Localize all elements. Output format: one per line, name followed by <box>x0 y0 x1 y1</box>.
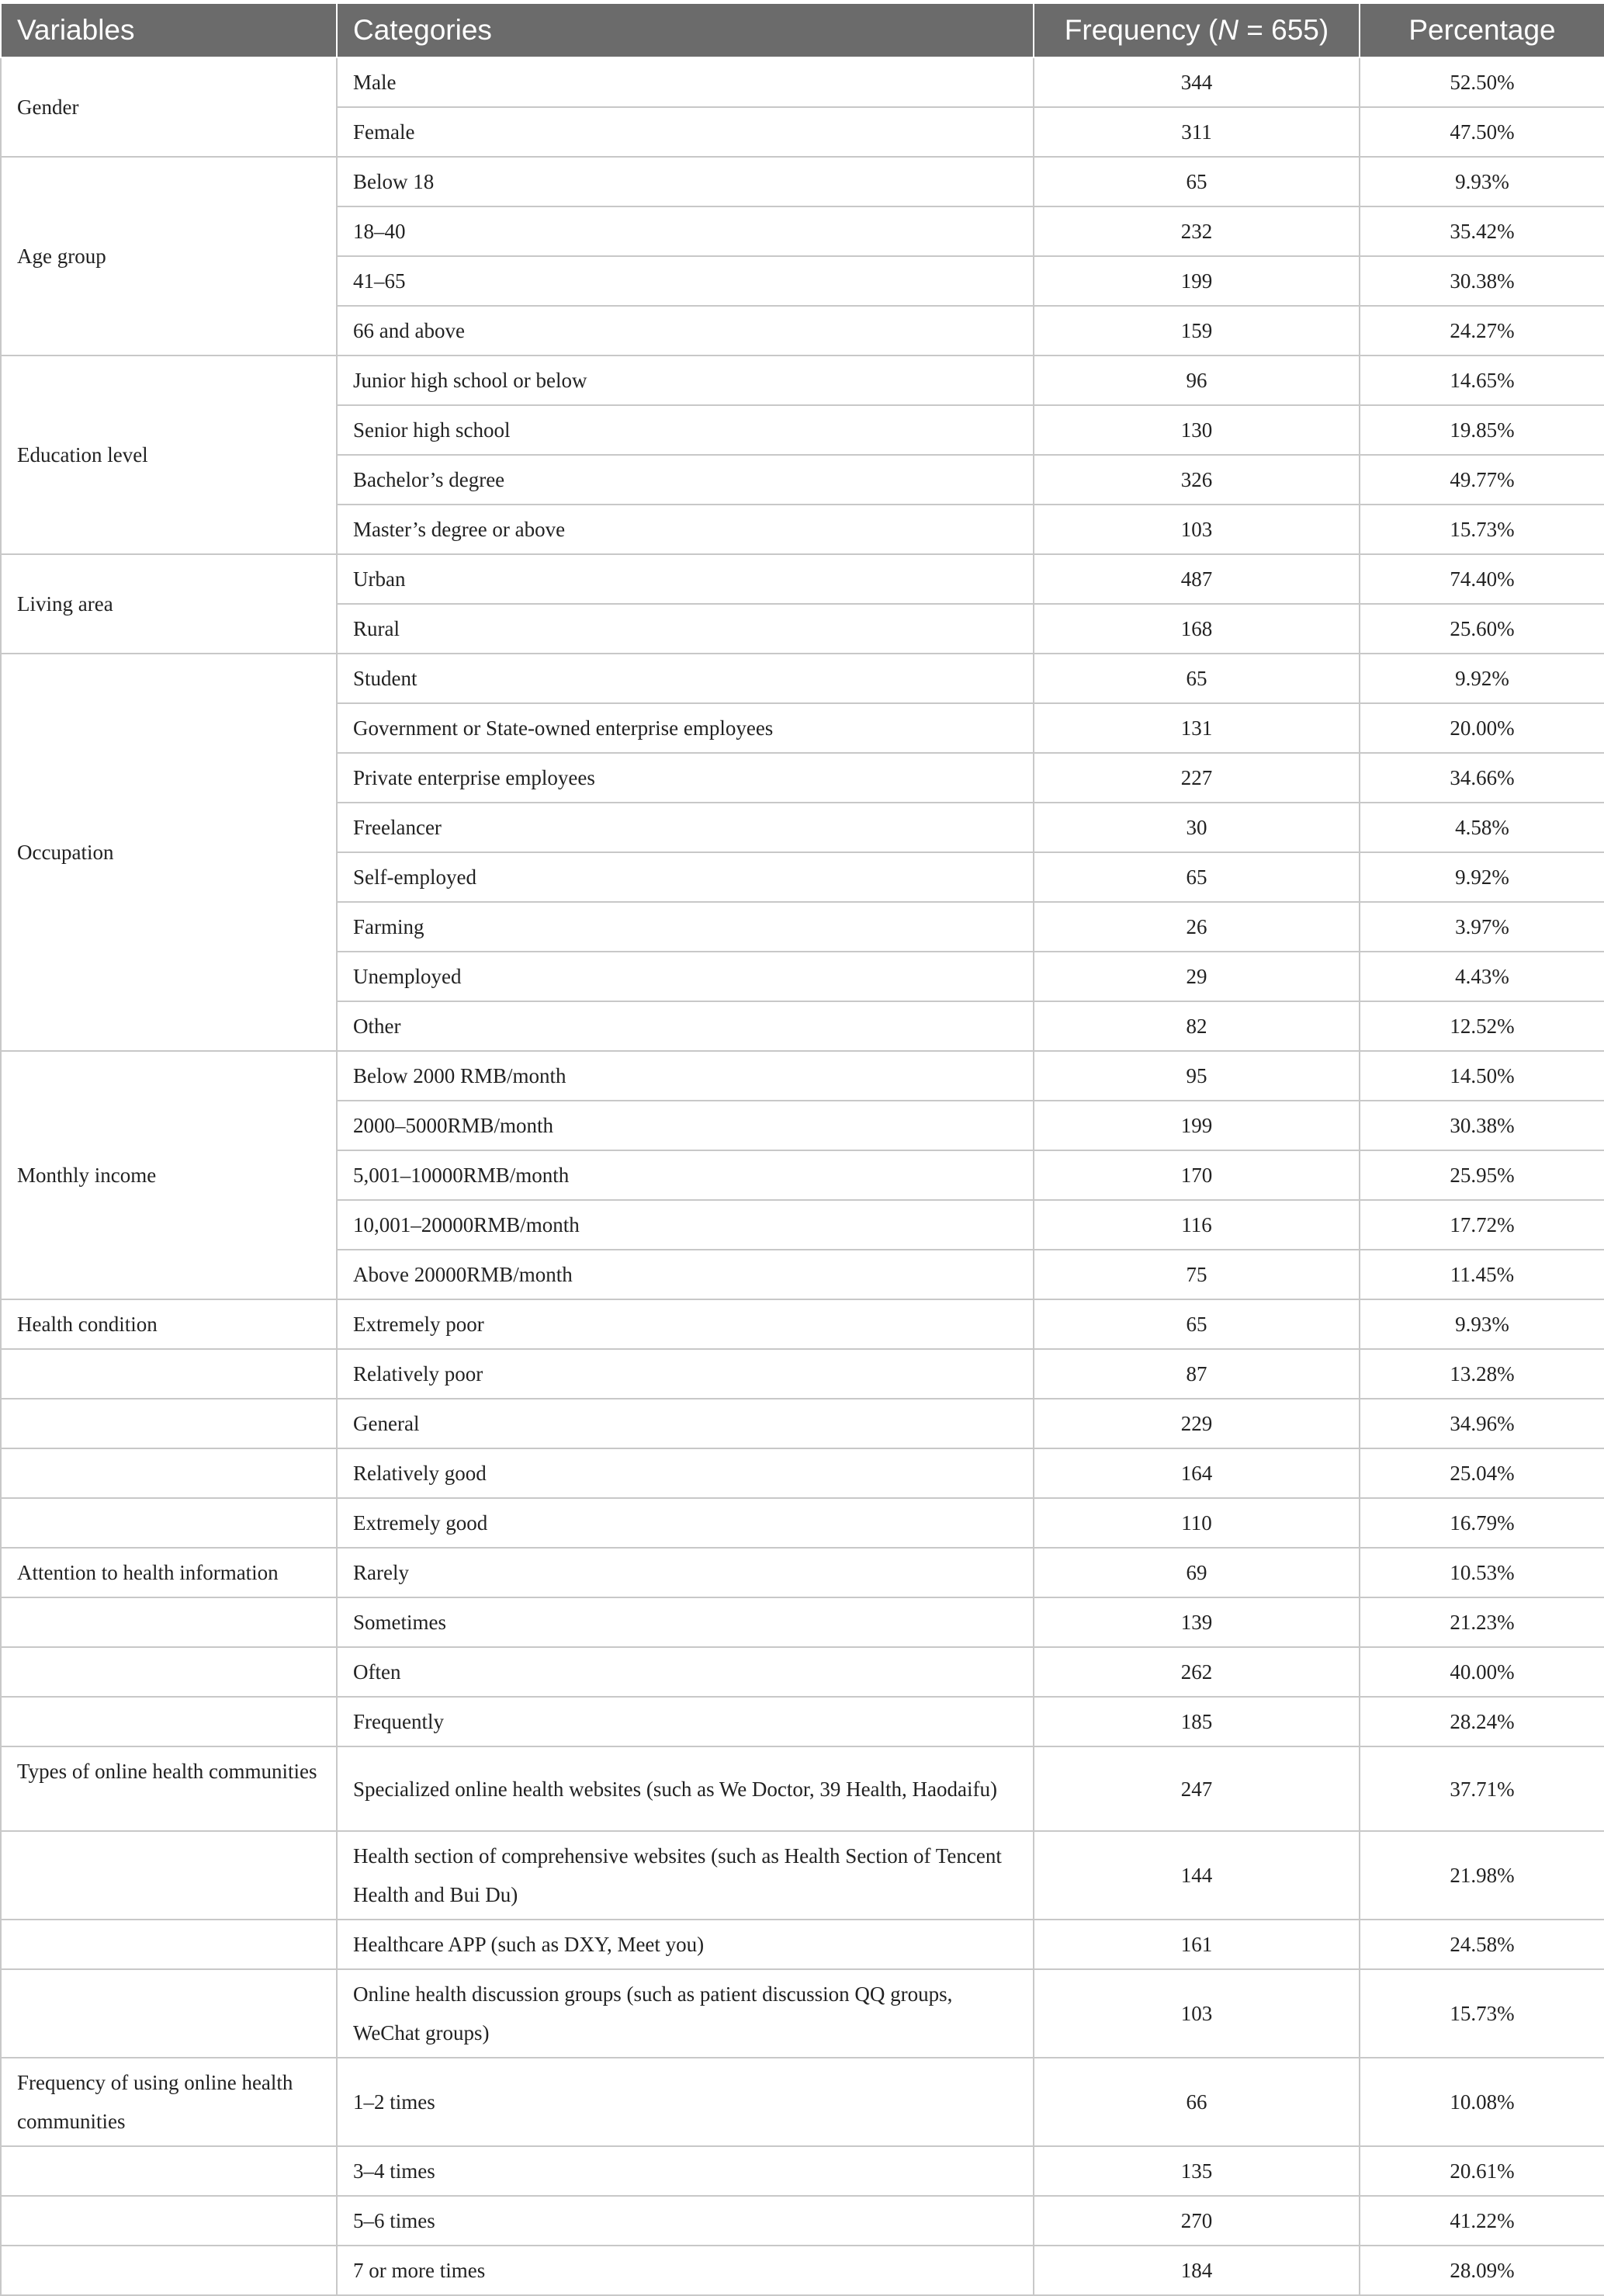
category-cell: Relatively good <box>337 1448 1034 1498</box>
frequency-cell: 82 <box>1034 1001 1360 1051</box>
variable-cell: Attention to health information <box>1 1548 337 1597</box>
percentage-cell: 9.93% <box>1360 157 1604 206</box>
percentage-cell: 17.72% <box>1360 1200 1604 1250</box>
table-row <box>1 1349 1604 1399</box>
frequency-cell: 95 <box>1034 1051 1360 1101</box>
category-cell: Below 18 <box>337 157 1034 206</box>
table-row <box>1 1647 1604 1697</box>
table-body <box>1 57 1604 2295</box>
category-cell: 5,001–10000RMB/month <box>337 1150 1034 1200</box>
table-row <box>1 1498 1604 1548</box>
frequency-cell: 26 <box>1034 902 1360 952</box>
percentage-cell: 9.93% <box>1360 1299 1604 1349</box>
table-row <box>1 2246 1604 2295</box>
frequency-cell: 110 <box>1034 1498 1360 1548</box>
frequency-cell: 65 <box>1034 654 1360 703</box>
percentage-cell: 20.61% <box>1360 2146 1604 2196</box>
frequency-cell: 144 <box>1034 1831 1360 1920</box>
variable-cell: Types of online health communities <box>1 1746 337 1831</box>
percentage-cell: 28.09% <box>1360 2246 1604 2295</box>
frequency-cell: 229 <box>1034 1399 1360 1448</box>
category-cell: Frequently <box>337 1697 1034 1746</box>
frequency-cell: 65 <box>1034 1299 1360 1349</box>
percentage-cell: 10.53% <box>1360 1548 1604 1597</box>
header-variables: Variables <box>1 4 337 57</box>
frequency-cell: 69 <box>1034 1548 1360 1597</box>
category-cell: Health section of comprehensive websites (such as Health Section of Tencent Health and Bui Du) <box>337 1831 1034 1920</box>
percentage-cell: 14.65% <box>1360 355 1604 405</box>
frequency-cell: 103 <box>1034 1969 1360 2058</box>
category-cell: Extremely good <box>337 1498 1034 1548</box>
category-cell: 3–4 times <box>337 2146 1034 2196</box>
table-row <box>1 157 1604 206</box>
percentage-cell: 9.92% <box>1360 852 1604 902</box>
table-row <box>1 2146 1604 2196</box>
category-cell: Other <box>337 1001 1034 1051</box>
frequency-cell: 139 <box>1034 1597 1360 1647</box>
percentage-cell: 4.58% <box>1360 803 1604 852</box>
percentage-cell: 13.28% <box>1360 1349 1604 1399</box>
category-cell: 7 or more times <box>337 2246 1034 2295</box>
category-cell: 1–2 times <box>337 2058 1034 2146</box>
percentage-cell: 74.40% <box>1360 554 1604 604</box>
variable-cell <box>1 2196 337 2246</box>
variable-cell <box>1 1448 337 1498</box>
percentage-cell: 41.22% <box>1360 2196 1604 2246</box>
table-row <box>1 1597 1604 1647</box>
variable-cell <box>1 2246 337 2295</box>
category-cell: Rural <box>337 604 1034 654</box>
header-categories: Categories <box>337 4 1034 57</box>
frequency-cell: 161 <box>1034 1920 1360 1969</box>
frequency-cell: 159 <box>1034 306 1360 355</box>
frequency-cell: 87 <box>1034 1349 1360 1399</box>
category-cell: Unemployed <box>337 952 1034 1001</box>
frequency-cell: 184 <box>1034 2246 1360 2295</box>
frequency-cell: 247 <box>1034 1746 1360 1831</box>
table-header <box>1 4 1604 57</box>
frequency-cell: 66 <box>1034 2058 1360 2146</box>
percentage-cell: 9.92% <box>1360 654 1604 703</box>
category-cell: Senior high school <box>337 405 1034 455</box>
percentage-cell: 49.77% <box>1360 455 1604 505</box>
variable-cell: Education level <box>1 355 337 554</box>
variable-cell: Frequency of using online health communities <box>1 2058 337 2146</box>
frequency-cell: 344 <box>1034 57 1360 107</box>
percentage-cell: 24.58% <box>1360 1920 1604 1969</box>
header-percentage: Percentage <box>1360 4 1604 57</box>
table-row <box>1 654 1604 703</box>
percentage-cell: 40.00% <box>1360 1647 1604 1697</box>
frequency-cell: 116 <box>1034 1200 1360 1250</box>
category-cell: General <box>337 1399 1034 1448</box>
percentage-cell: 4.43% <box>1360 952 1604 1001</box>
frequency-cell: 311 <box>1034 107 1360 157</box>
category-cell: 2000–5000RMB/month <box>337 1101 1034 1150</box>
variable-cell <box>1 1498 337 1548</box>
variable-cell <box>1 2146 337 2196</box>
frequency-cell: 130 <box>1034 405 1360 455</box>
header-frequency-n: N <box>1218 14 1239 46</box>
table-row <box>1 1448 1604 1498</box>
category-cell: Specialized online health websites (such as We Doctor, 39 Health, Haodaifu) <box>337 1746 1034 1831</box>
percentage-cell: 34.96% <box>1360 1399 1604 1448</box>
table-row <box>1 355 1604 405</box>
frequency-cell: 65 <box>1034 157 1360 206</box>
frequency-cell: 487 <box>1034 554 1360 604</box>
table-row <box>1 2196 1604 2246</box>
category-cell: 41–65 <box>337 256 1034 306</box>
table-row <box>1 1969 1604 2058</box>
percentage-cell: 47.50% <box>1360 107 1604 157</box>
frequency-cell: 131 <box>1034 703 1360 753</box>
variable-cell: Occupation <box>1 654 337 1051</box>
frequency-cell: 170 <box>1034 1150 1360 1200</box>
frequency-cell: 96 <box>1034 355 1360 405</box>
percentage-cell: 30.38% <box>1360 256 1604 306</box>
variable-cell <box>1 1349 337 1399</box>
percentage-cell: 10.08% <box>1360 2058 1604 2146</box>
category-cell: Master’s degree or above <box>337 505 1034 554</box>
header-frequency-suffix: = 655) <box>1238 14 1329 46</box>
demographics-table-wrapper <box>0 4 1604 2296</box>
category-cell: 10,001–20000RMB/month <box>337 1200 1034 1250</box>
variable-cell: Monthly income <box>1 1051 337 1299</box>
header-frequency-prefix: Frequency ( <box>1064 14 1218 46</box>
table-row <box>1 2058 1604 2146</box>
category-cell: Self-employed <box>337 852 1034 902</box>
table-row <box>1 1399 1604 1448</box>
category-cell: Below 2000 RMB/month <box>337 1051 1034 1101</box>
percentage-cell: 12.52% <box>1360 1001 1604 1051</box>
category-cell: Urban <box>337 554 1034 604</box>
percentage-cell: 30.38% <box>1360 1101 1604 1150</box>
table-row <box>1 1831 1604 1920</box>
category-cell: Female <box>337 107 1034 157</box>
percentage-cell: 24.27% <box>1360 306 1604 355</box>
percentage-cell: 35.42% <box>1360 206 1604 256</box>
category-cell: Bachelor’s degree <box>337 455 1034 505</box>
frequency-cell: 262 <box>1034 1647 1360 1697</box>
variable-cell <box>1 1697 337 1746</box>
percentage-cell: 37.71% <box>1360 1746 1604 1831</box>
percentage-cell: 16.79% <box>1360 1498 1604 1548</box>
table-row <box>1 1697 1604 1746</box>
category-cell: Junior high school or below <box>337 355 1034 405</box>
header-frequency <box>1034 4 1360 57</box>
frequency-cell: 227 <box>1034 753 1360 803</box>
table-row <box>1 1548 1604 1597</box>
percentage-cell: 15.73% <box>1360 505 1604 554</box>
category-cell: Often <box>337 1647 1034 1697</box>
variable-cell <box>1 1597 337 1647</box>
variable-cell <box>1 1831 337 1920</box>
frequency-cell: 168 <box>1034 604 1360 654</box>
frequency-cell: 135 <box>1034 2146 1360 2196</box>
frequency-cell: 75 <box>1034 1250 1360 1299</box>
frequency-cell: 326 <box>1034 455 1360 505</box>
variable-cell: Gender <box>1 57 337 157</box>
table-row <box>1 1051 1604 1101</box>
category-cell: Sometimes <box>337 1597 1034 1647</box>
table-row <box>1 57 1604 107</box>
frequency-cell: 164 <box>1034 1448 1360 1498</box>
category-cell: Rarely <box>337 1548 1034 1597</box>
category-cell: 66 and above <box>337 306 1034 355</box>
category-cell: Healthcare APP (such as DXY, Meet you) <box>337 1920 1034 1969</box>
variable-cell: Living area <box>1 554 337 654</box>
table-row <box>1 554 1604 604</box>
percentage-cell: 14.50% <box>1360 1051 1604 1101</box>
frequency-cell: 30 <box>1034 803 1360 852</box>
percentage-cell: 21.23% <box>1360 1597 1604 1647</box>
variable-cell <box>1 1920 337 1969</box>
category-cell: Farming <box>337 902 1034 952</box>
percentage-cell: 3.97% <box>1360 902 1604 952</box>
percentage-cell: 52.50% <box>1360 57 1604 107</box>
frequency-cell: 185 <box>1034 1697 1360 1746</box>
frequency-cell: 29 <box>1034 952 1360 1001</box>
category-cell: Government or State-owned enterprise employees <box>337 703 1034 753</box>
percentage-cell: 19.85% <box>1360 405 1604 455</box>
percentage-cell: 34.66% <box>1360 753 1604 803</box>
demographics-table <box>0 4 1604 2296</box>
category-cell: Online health discussion groups (such as patient discussion QQ groups, WeChat groups) <box>337 1969 1034 2058</box>
category-cell: Male <box>337 57 1034 107</box>
percentage-cell: 25.60% <box>1360 604 1604 654</box>
frequency-cell: 199 <box>1034 1101 1360 1150</box>
category-cell: Private enterprise employees <box>337 753 1034 803</box>
variable-cell: Health condition <box>1 1299 337 1349</box>
frequency-cell: 232 <box>1034 206 1360 256</box>
variable-cell <box>1 1647 337 1697</box>
percentage-cell: 15.73% <box>1360 1969 1604 2058</box>
frequency-cell: 270 <box>1034 2196 1360 2246</box>
variable-cell <box>1 1399 337 1448</box>
category-cell: 5–6 times <box>337 2196 1034 2246</box>
frequency-cell: 199 <box>1034 256 1360 306</box>
table-row <box>1 1299 1604 1349</box>
frequency-cell: 103 <box>1034 505 1360 554</box>
percentage-cell: 20.00% <box>1360 703 1604 753</box>
category-cell: Student <box>337 654 1034 703</box>
percentage-cell: 28.24% <box>1360 1697 1604 1746</box>
frequency-cell: 65 <box>1034 852 1360 902</box>
category-cell: Above 20000RMB/month <box>337 1250 1034 1299</box>
category-cell: Freelancer <box>337 803 1034 852</box>
category-cell: Relatively poor <box>337 1349 1034 1399</box>
variable-cell <box>1 1969 337 2058</box>
table-row <box>1 1920 1604 1969</box>
percentage-cell: 25.04% <box>1360 1448 1604 1498</box>
category-cell: 18–40 <box>337 206 1034 256</box>
variable-cell: Age group <box>1 157 337 355</box>
percentage-cell: 21.98% <box>1360 1831 1604 1920</box>
percentage-cell: 25.95% <box>1360 1150 1604 1200</box>
header-row <box>1 4 1604 57</box>
percentage-cell: 11.45% <box>1360 1250 1604 1299</box>
category-cell: Extremely poor <box>337 1299 1034 1349</box>
table-row <box>1 1746 1604 1831</box>
